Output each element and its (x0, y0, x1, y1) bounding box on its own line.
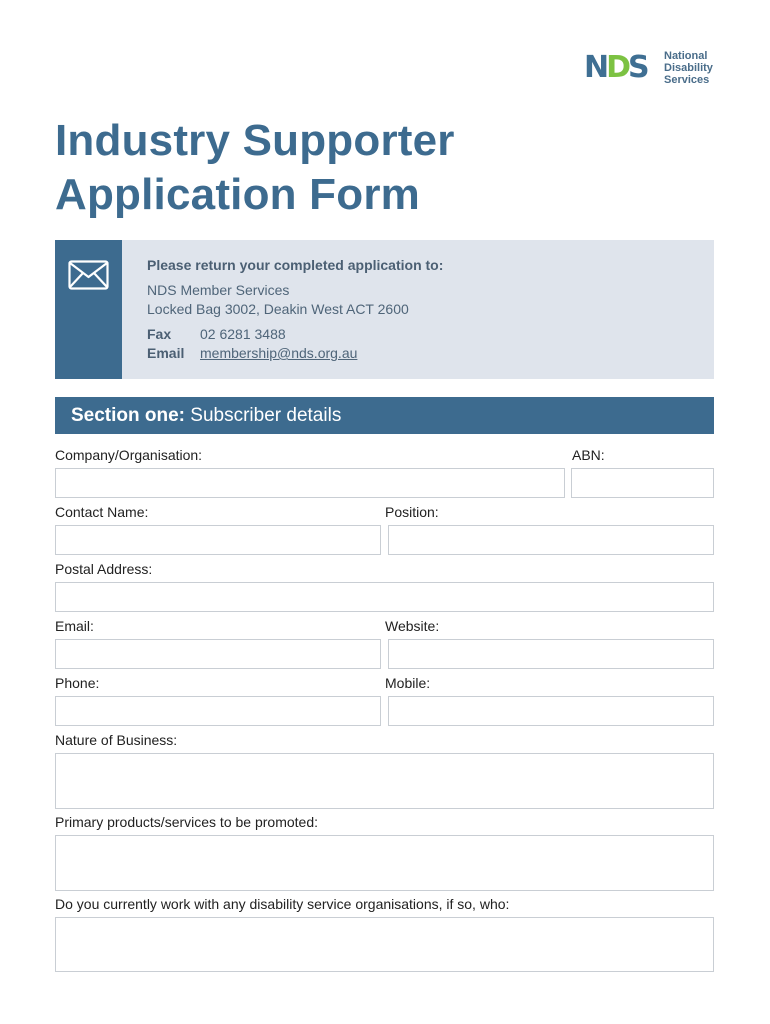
email-label: Email (147, 345, 185, 361)
envelope-icon (68, 260, 109, 290)
logo-letter-s: S (628, 50, 647, 85)
nature-of-business-field[interactable] (55, 753, 714, 809)
position-field[interactable] (388, 525, 714, 555)
page-title-line2: Application Form (55, 170, 420, 219)
fax-label: Fax (147, 326, 172, 342)
return-address-line2: Locked Bag 3002, Deakin West ACT 2600 (147, 301, 409, 317)
disability-orgs-field[interactable] (55, 917, 714, 972)
email-field[interactable] (55, 639, 381, 669)
primary-products-label: Primary products/services to be promoted: (55, 814, 318, 830)
postal-address-label: Postal Address: (55, 561, 153, 577)
email-link[interactable]: membership@nds.org.au (200, 345, 358, 361)
logo-letter-n: N (584, 50, 607, 85)
website-field[interactable] (388, 639, 714, 669)
mobile-field[interactable] (388, 696, 714, 726)
disability-orgs-label: Do you currently work with any disability service organisations, if so, who: (55, 896, 510, 912)
return-address-line1: NDS Member Services (147, 282, 290, 298)
return-info-heading: Please return your completed application to: (147, 257, 444, 273)
section-header (55, 397, 714, 434)
section-title: Subscriber details (190, 405, 342, 426)
postal-address-field[interactable] (55, 582, 714, 612)
email-row (147, 344, 443, 363)
logo-word-national: National (664, 50, 708, 62)
website-label: Website: (385, 618, 440, 634)
phone-field[interactable] (55, 696, 381, 726)
email-field-label: Email: (55, 618, 94, 634)
return-info-panel (55, 240, 714, 379)
page-title (55, 114, 455, 222)
nds-logo (584, 50, 718, 86)
logo-word-services: Services (664, 74, 710, 86)
company-field[interactable] (55, 468, 565, 498)
position-label: Position: (385, 504, 439, 520)
abn-label: ABN: (572, 447, 605, 463)
return-info-content (147, 257, 443, 363)
primary-products-field[interactable] (55, 835, 714, 891)
nature-of-business-label: Nature of Business: (55, 732, 178, 748)
phone-label: Phone: (55, 675, 100, 691)
contact-name-field[interactable] (55, 525, 381, 555)
return-info-sidebar (55, 240, 122, 379)
fax-row (147, 325, 443, 344)
page-title-line1: Industry Supporter (55, 116, 455, 165)
logo-letter-d: D (606, 50, 629, 85)
abn-field[interactable] (571, 468, 714, 498)
contact-name-label: Contact Name: (55, 504, 149, 520)
section-prefix: Section one: (71, 405, 186, 426)
nds-logo-words (664, 50, 713, 86)
mobile-label: Mobile: (385, 675, 431, 691)
logo-word-disability: Disability (664, 62, 713, 74)
nds-logo-mark (584, 52, 647, 84)
company-label: Company/Organisation: (55, 447, 203, 463)
fax-value: 02 6281 3488 (200, 326, 286, 342)
